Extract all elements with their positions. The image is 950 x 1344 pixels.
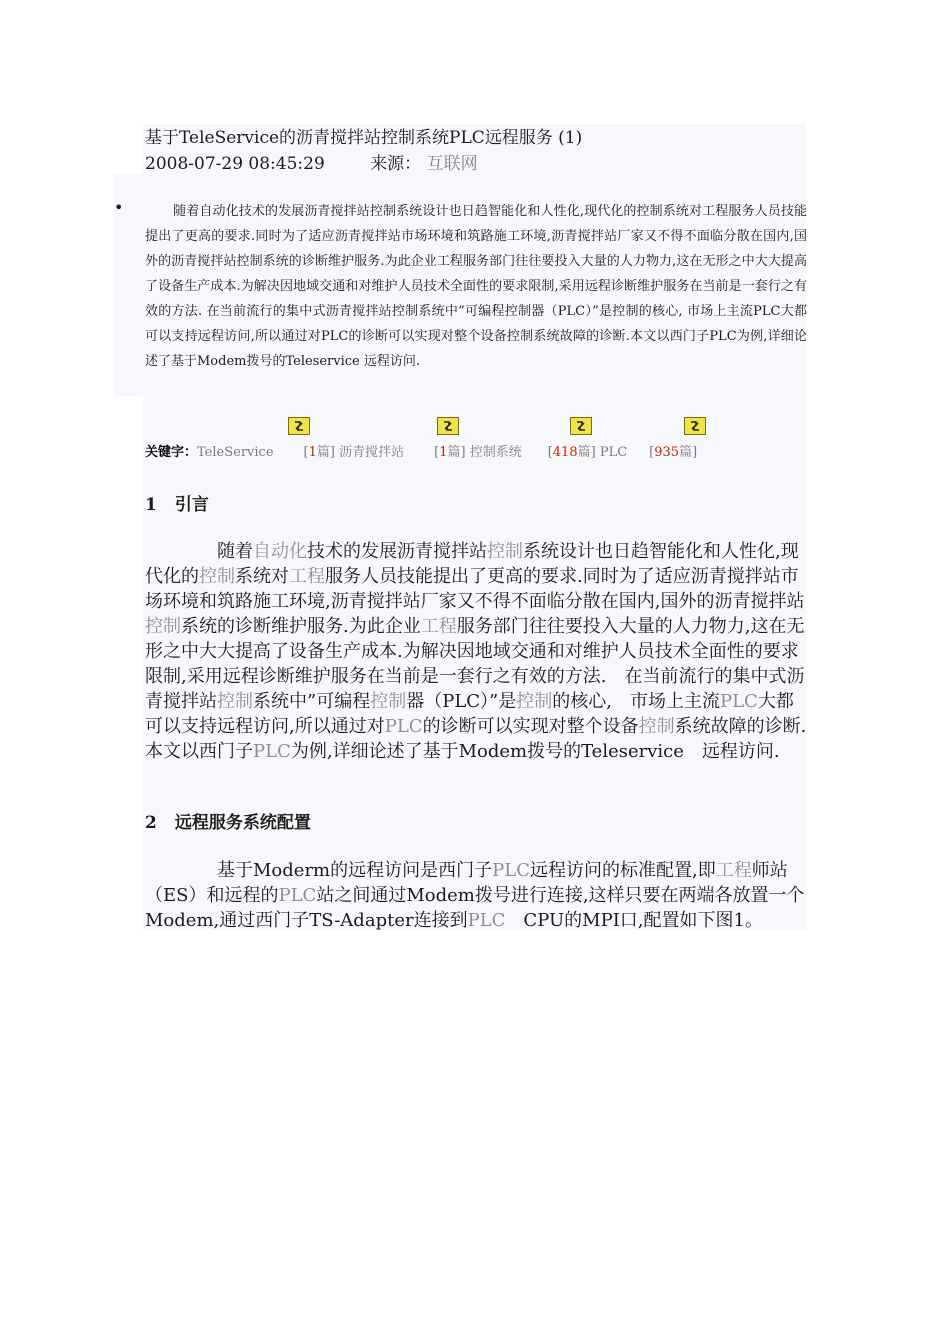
article-title: 基于TeleService的沥青搅拌站控制系统PLC远程服务 (1) bbox=[145, 128, 583, 148]
source-label: 来源： bbox=[370, 154, 422, 174]
paragraph-text: 系统对 bbox=[235, 566, 289, 587]
keyword-link[interactable]: TeleService bbox=[197, 445, 274, 460]
keyword-bracket: [ bbox=[547, 445, 553, 460]
paragraph-text: 服务部门往往要投入大量的人力物力,这在无形之中大大提高了设备生产成本.为解决因地域交通和对维护人员技术全面性的要求限制,采用远程诊断维护服务在当前是一套行之有效的方法. 在当前流行的集中式沥青搅拌站 bbox=[145, 616, 805, 712]
inline-keyword-link[interactable]: 控制 bbox=[516, 691, 553, 712]
paragraph-text: 系统设计也日趋智能化和人性化,现代化的 bbox=[145, 541, 799, 587]
keywords-line bbox=[145, 444, 697, 462]
paragraph-text: 远程访问的标准配置,即 bbox=[529, 860, 716, 881]
paragraph-text: 师站（ES）和远程的 bbox=[145, 860, 788, 906]
keywords-label: 关键字： bbox=[145, 445, 198, 460]
keyword-link[interactable]: PLC bbox=[599, 445, 628, 460]
section-heading bbox=[145, 493, 209, 517]
keyword-link-icon[interactable] bbox=[437, 417, 459, 435]
keyword-count-suffix: 篇] bbox=[316, 445, 335, 460]
keyword-count: 1 bbox=[308, 445, 317, 460]
keyword-count-suffix: 篇] bbox=[447, 445, 466, 460]
keyword-link[interactable]: 沥青搅拌站 bbox=[339, 445, 405, 460]
list-bullet: • bbox=[114, 198, 124, 217]
keyword-count-suffix: 篇] bbox=[577, 445, 596, 460]
inline-keyword-link[interactable]: 工程 bbox=[289, 566, 325, 587]
section-title: 远程服务系统配置 bbox=[174, 813, 311, 833]
inline-keyword-link[interactable]: 工程 bbox=[715, 860, 752, 881]
abstract-text: 随着自动化技术的发展沥青搅拌站控制系统设计也日趋智能化和人性化,现代化的控制系统对工程服务人员技能提出了更高的要求.同时为了适应沥青搅拌站市场环境和筑路施工环境,沥青搅拌站厂家又不得不面临分散在国内,国外的沥青搅拌站控制系统的诊断维护服务.为此企业工程服务部门往往要投入大量的人力物力,这在无形之中大大提高了设备生产成本.为解决因地域交通和对维护人员技术全面性的要求限制,采用远程诊断维护服务在当前是一套行之有效的方法. 在当前流行的集中式沥青搅拌站控制系统中”可编程控制器（PLC）”是控制的核心, 市场上主流PLC大都可以支持远程访问,所以通过对PLC的诊断可以实现对整个设备控制系统故障的诊断.本文以西门子PLC为例,详细论述了基于Modem拨号的Teleservice 远程访问. bbox=[145, 204, 807, 369]
keyword-count: 935 bbox=[654, 445, 680, 460]
paragraph-text: 的诊断可以实现对整个设备 bbox=[422, 716, 639, 737]
article-abstract bbox=[145, 199, 807, 374]
inline-keyword-link[interactable]: PLC bbox=[719, 691, 758, 712]
keyword-bracket: [ bbox=[303, 445, 309, 460]
paragraph-text: 服务人员技能提出了更高的要求.同时为了适应沥青搅拌站市场环境和筑路施工环境,沥青搅拌站厂家又不得不面临分散在国内,国外的沥青搅拌站 bbox=[145, 566, 805, 612]
keyword-bracket: [ bbox=[434, 445, 440, 460]
source-link[interactable]: 互联网 bbox=[426, 154, 478, 174]
keyword-icons bbox=[0, 417, 950, 437]
inline-keyword-link[interactable]: 控制 bbox=[638, 716, 675, 737]
inline-keyword-link[interactable]: PLC bbox=[467, 910, 506, 931]
inline-keyword-link[interactable]: 控制 bbox=[145, 616, 181, 637]
keyword-link[interactable]: 控制系统 bbox=[469, 445, 522, 460]
inline-keyword-link[interactable]: 控制 bbox=[199, 566, 235, 587]
inline-keyword-link[interactable]: PLC bbox=[278, 885, 317, 906]
keyword-link-icon[interactable] bbox=[684, 417, 706, 435]
paragraph-text: 站之间通过Modem拨号进行连接,这样只要在两端各放置一个Modem,通过西门子TS-Adapter连接到 bbox=[145, 885, 805, 931]
inline-keyword-link[interactable]: PLC bbox=[253, 741, 291, 762]
paragraph-text: 系统中”可编程 bbox=[253, 691, 371, 712]
paragraph-text: 随着 bbox=[145, 541, 253, 562]
paragraph-text: CPU的MPI口,配置如下图1。 bbox=[505, 910, 763, 931]
inline-keyword-link[interactable]: 控制 bbox=[217, 691, 253, 712]
inline-keyword-link[interactable]: 控制 bbox=[487, 541, 523, 562]
keyword-count: 1 bbox=[439, 445, 448, 460]
keyword-bracket: [ bbox=[649, 445, 655, 460]
inline-keyword-link[interactable]: PLC bbox=[384, 716, 423, 737]
keyword-count: 418 bbox=[552, 445, 578, 460]
section-heading bbox=[145, 811, 311, 835]
inline-keyword-link[interactable]: 自动化 bbox=[253, 541, 307, 562]
section-title: 引言 bbox=[174, 495, 209, 515]
article-meta bbox=[145, 152, 478, 176]
paragraph-text: 大都可以支持远程访问,所以通过对 bbox=[145, 691, 794, 737]
inline-keyword-link[interactable]: PLC bbox=[492, 860, 530, 881]
inline-keyword-link[interactable]: 工程 bbox=[420, 616, 457, 637]
inline-keyword-link[interactable]: 控制 bbox=[370, 691, 407, 712]
section-number: 1 bbox=[145, 495, 157, 515]
paragraph-text: 的核心, 市场上主流 bbox=[552, 691, 720, 712]
paragraph-text: 为例,详细论述了基于Modem拨号的Teleservice 远程访问. bbox=[290, 741, 780, 762]
section1-paragraph bbox=[145, 539, 807, 764]
paragraph-text: 基于Moderm的远程访问是西门子 bbox=[145, 860, 493, 881]
paragraph-text: 技术的发展沥青搅拌站 bbox=[307, 541, 487, 562]
section-number: 2 bbox=[145, 813, 157, 833]
keyword-count-suffix: 篇] bbox=[679, 445, 698, 460]
paragraph-text: 系统故障的诊断.本文以西门子 bbox=[145, 716, 807, 762]
paragraph-text: 器（PLC）”是 bbox=[406, 691, 517, 712]
keyword-link-icon[interactable] bbox=[570, 417, 592, 435]
keyword-link-icon[interactable] bbox=[288, 417, 310, 435]
section2-paragraph bbox=[145, 858, 807, 933]
paragraph-text: 系统的诊断维护服务.为此企业 bbox=[181, 616, 421, 637]
publish-date: 2008-07-29 08:45:29 bbox=[145, 154, 325, 174]
